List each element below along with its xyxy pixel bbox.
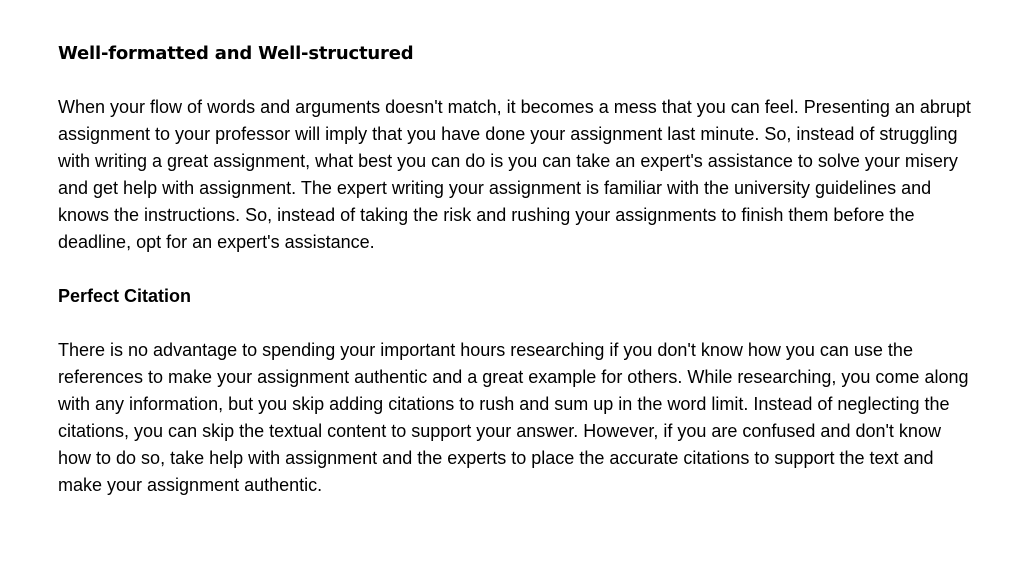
section-heading-well-formatted: Well-formatted and Well-structured bbox=[58, 43, 414, 64]
section-heading-perfect-citation: Perfect Citation bbox=[58, 286, 192, 306]
spacer bbox=[58, 310, 974, 337]
section-body-perfect-citation: There is no advantage to spending your important hours researching if you don't know how you can use the references to make your assignment authentic and a great example for others. While researching, you come along with any information, but you skip adding citations to rush and sum up in the word limit. Instead of neglecting the citations, you can skip the textual content to support your answer. However, if you are confused and don't know how to do so, take help with assignment and the experts to place the accurate citations to support the text and make your assignment authentic. bbox=[58, 340, 969, 495]
spacer bbox=[58, 256, 974, 283]
section-body-well-formatted: When your flow of words and arguments doesn't match, it becomes a mess that you can feel. Presenting an abrupt assignment to your professor will imply that you have done your assignment last minute. So, instead of struggling with writing a great assignment, what best you can do is you can take an expert's assistance to solve your misery and get help with assignment. The expert writing your assignment is familiar with the university guidelines and knows the instructions. So, instead of taking the risk and rushing your assignments to finish them before the deadline, opt for an expert's assistance. bbox=[58, 97, 971, 252]
spacer bbox=[58, 67, 974, 94]
document-page bbox=[58, 40, 974, 499]
